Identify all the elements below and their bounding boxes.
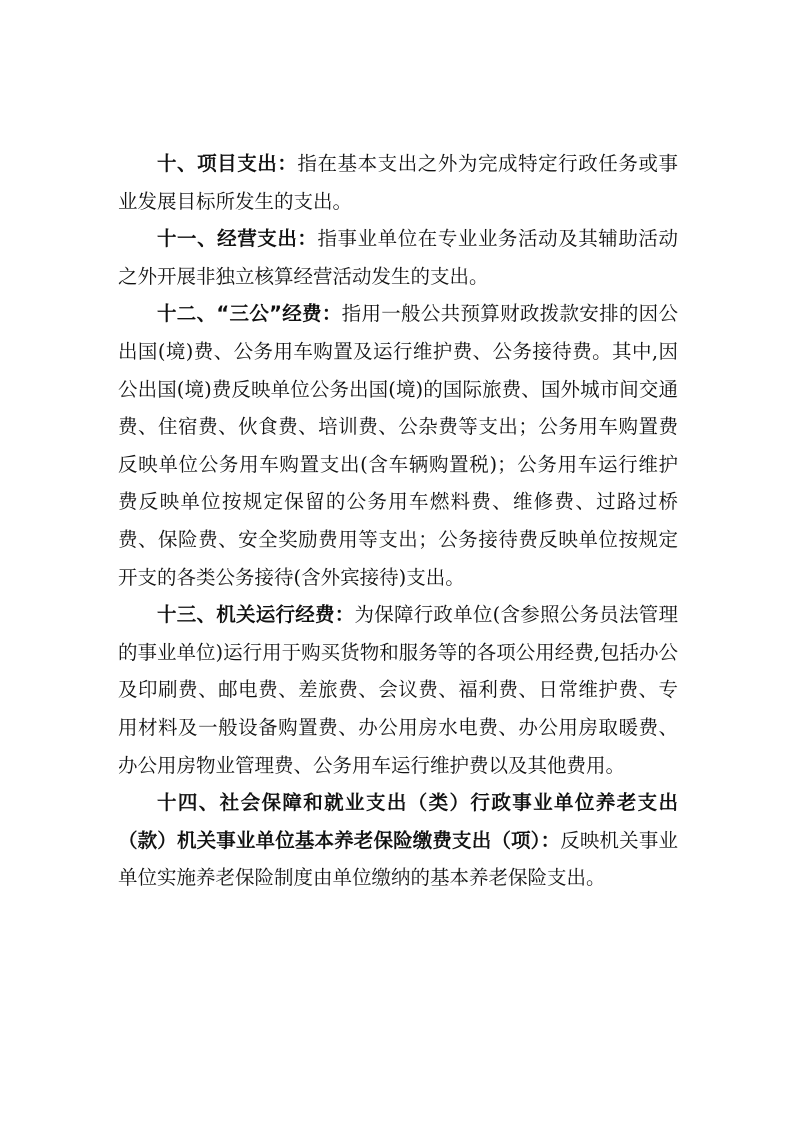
term-definition: 指在基本支出之外为完成特定行政任务或事业发展目标所发生的支出。: [118, 152, 678, 213]
document-body: [118, 145, 678, 897]
term-definition: 指事业单位在专业业务活动及其辅助活动之外开展非独立核算经营活动发生的支出。: [118, 227, 678, 288]
paragraph-pension-insurance-expenditure: [118, 784, 678, 897]
term-heading: 十四、社会保障和就业支出（类）行政事业单位养老支出（款）机关事业单位基本养老保险缴费支出（项）：: [118, 791, 678, 852]
term-heading: 十二、“三公”经费：: [157, 302, 342, 326]
term-definition: 指用一般公共预算财政拨款安排的因公出国(境)费、公务用车购置及运行维护费、公务接待费。其中,因公出国(境)费反映单位公务出国(境)的国际旅费、国外城市间交通费、住宿费、伙食费、培训费、公杂费等支出；公务用车购置费反映单位公务用车购置支出(含车辆购置税)；公务用车运行维护费反映单位按规定保留的公务用车燃料费、维修费、过路过桥费、保险费、安全奖励费用等支出；公务接待费反映单位按规定开支的各类公务接待(含外宾接待)支出。: [118, 302, 678, 589]
term-heading: 十三、机关运行经费：: [157, 603, 355, 627]
term-heading: 十一、经营支出：: [157, 227, 318, 251]
paragraph-operating-expenditure: [118, 220, 678, 295]
paragraph-three-public-expenses: [118, 295, 678, 596]
term-definition: 为保障行政单位(含参照公务员法管理的事业单位)运行用于购买货物和服务等的各项公用经费,包括办公及印刷费、邮电费、差旅费、会议费、福利费、日常维护费、专用材料及一般设备购置费、办公用房水电费、办公用房取暖费、办公用房物业管理费、公务用车运行维护费以及其他费用。: [118, 603, 678, 777]
paragraph-project-expenditure: [118, 145, 678, 220]
term-heading: 十、项目支出：: [157, 152, 298, 175]
term-definition: 反映机关事业单位实施养老保险制度由单位缴纳的基本养老保险支出。: [118, 828, 678, 890]
paragraph-agency-operating-funds: [118, 596, 678, 784]
